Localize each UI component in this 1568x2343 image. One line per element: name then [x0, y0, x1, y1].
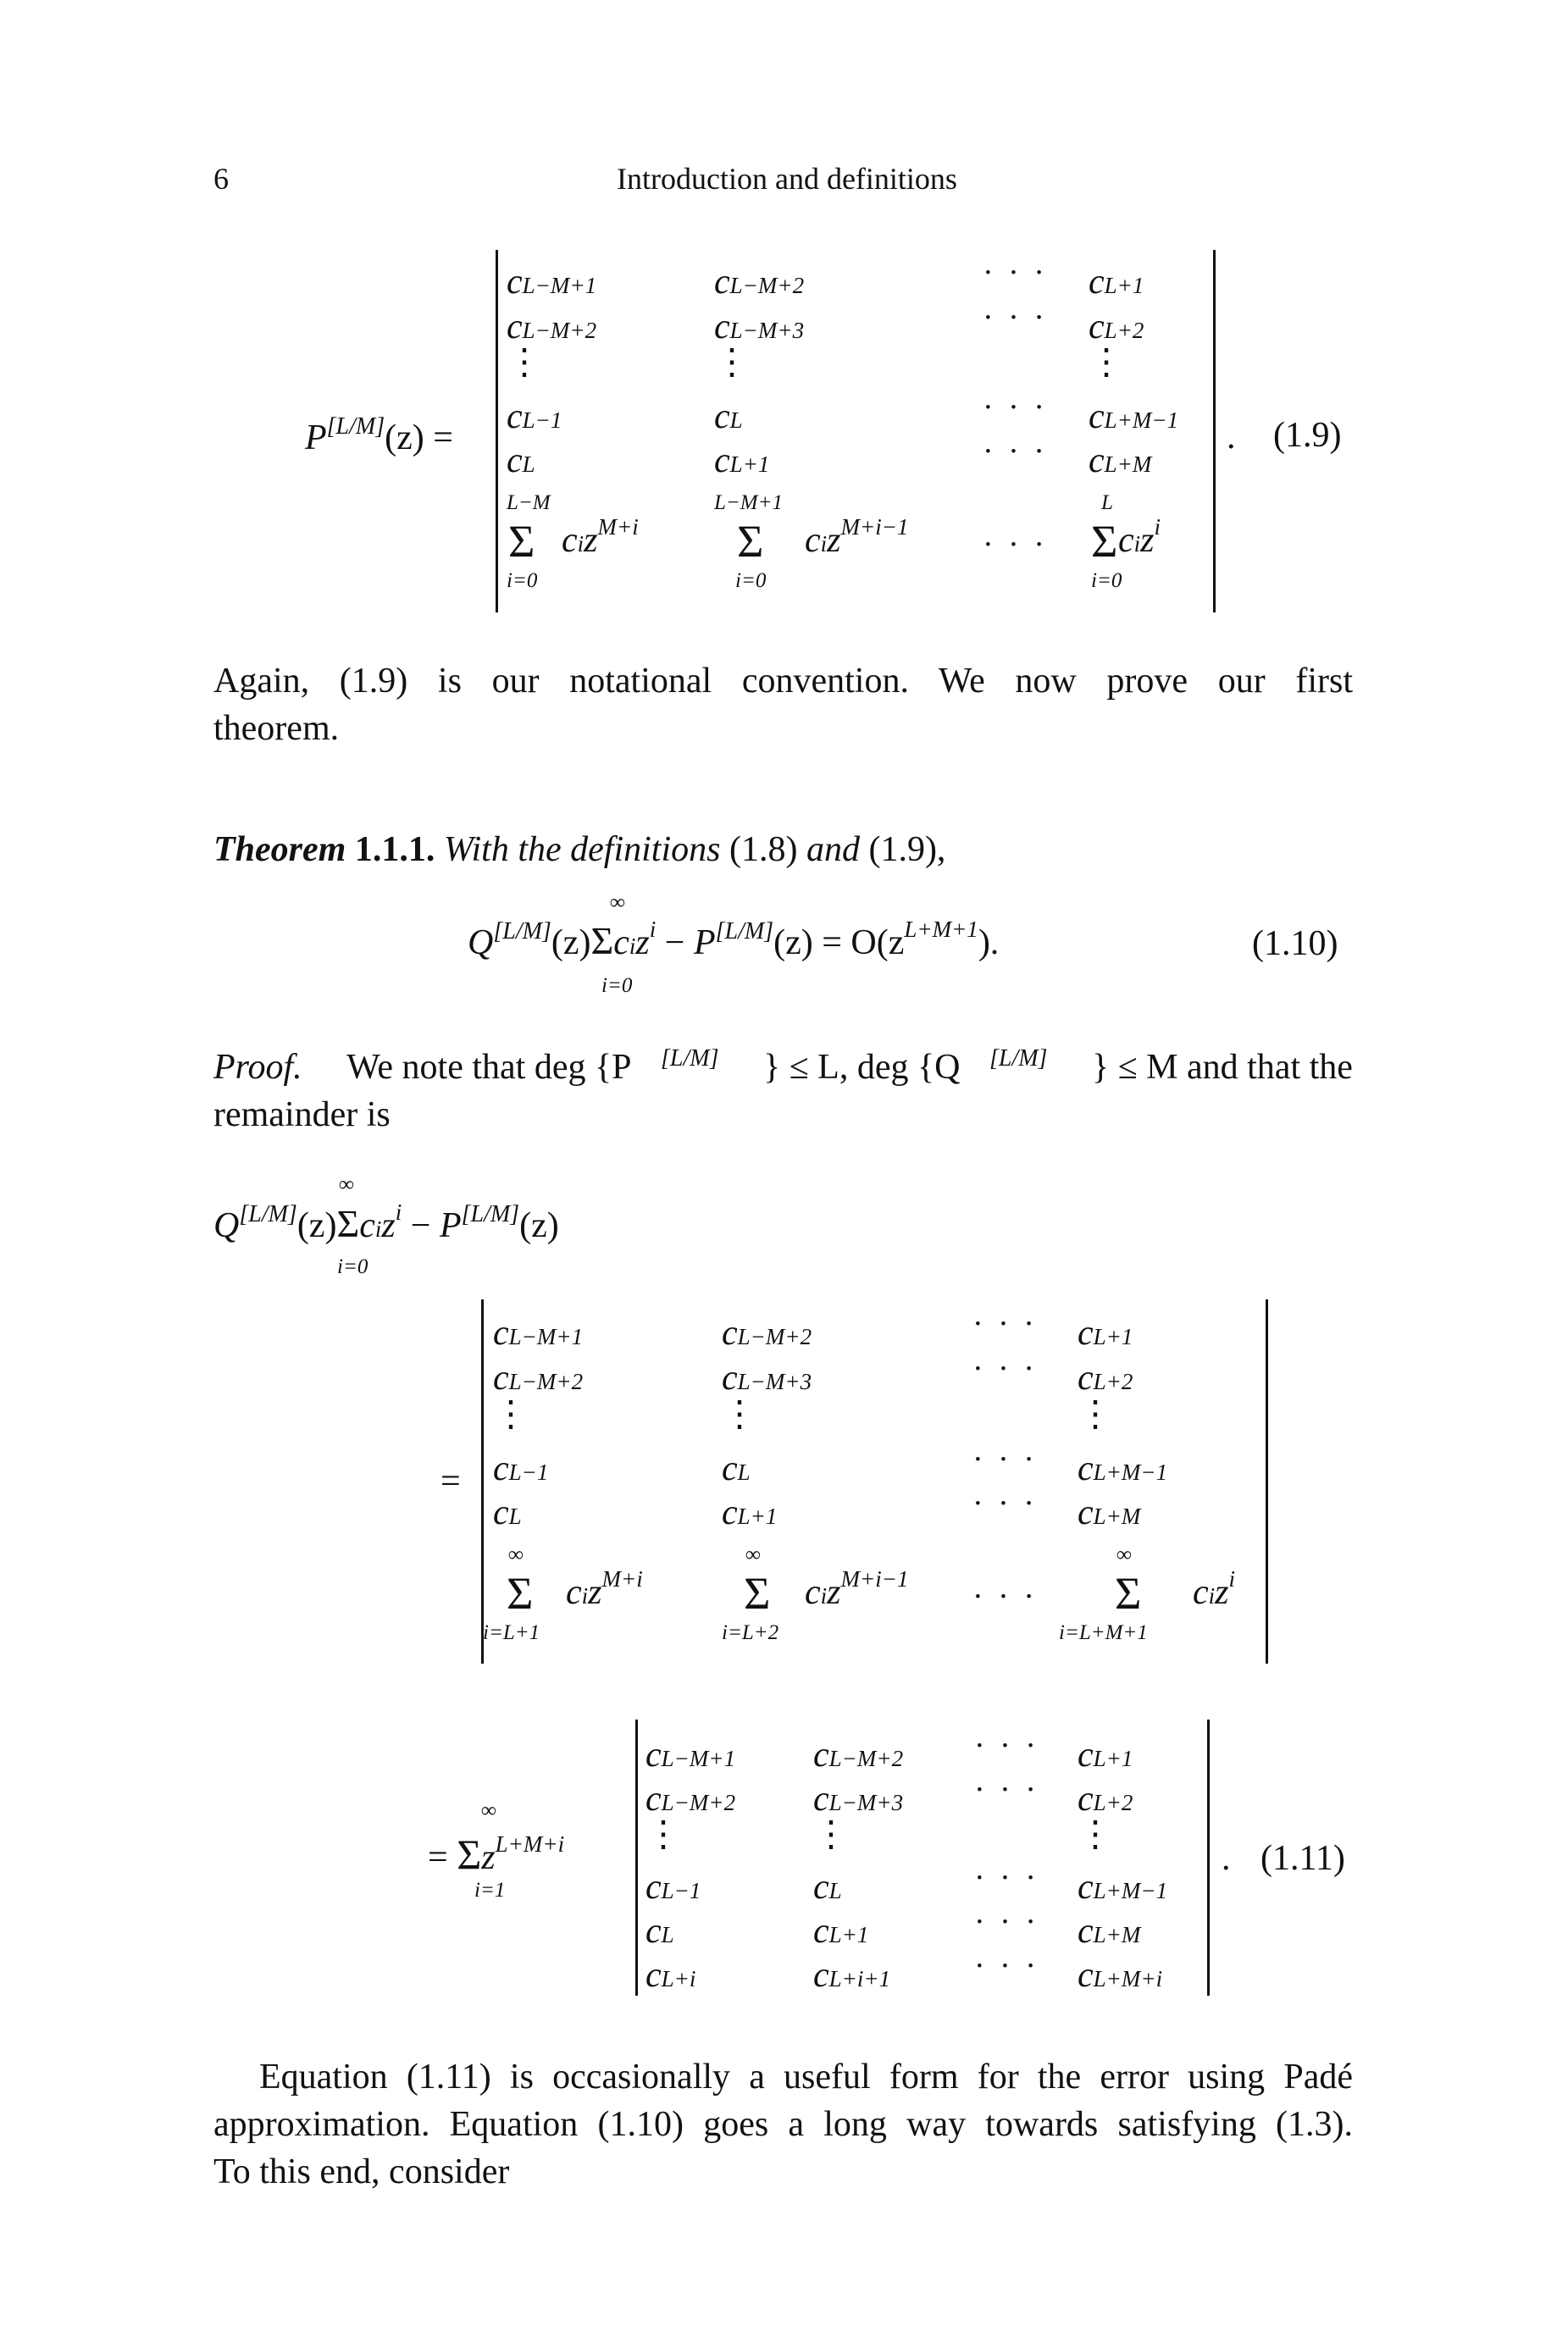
sigma: Σ — [508, 516, 535, 567]
vdots: ⋮ — [1089, 343, 1124, 382]
sum-lower-limit: i=0 — [735, 569, 767, 592]
det-right-bar — [1207, 1720, 1210, 1996]
matrix-entry: cL+1 — [813, 1912, 869, 1951]
sum-term: ciz$^{M+i-1}$ — [805, 1566, 909, 1612]
matrix-entry: cL+M — [1089, 441, 1152, 480]
matrix-entry: cL−M+2 — [714, 263, 805, 302]
sum-lower-limit: i=L+1 — [483, 1621, 540, 1644]
eq111-period: . — [1222, 1839, 1231, 1878]
matrix-entry: cL+M−1 — [1078, 1449, 1168, 1488]
hdots: · · · — [974, 1728, 1039, 1764]
paragraph-line: To this end, consider — [213, 2152, 510, 2191]
hdots: · · · — [983, 434, 1048, 469]
equation-number: (1.11) — [1260, 1839, 1345, 1878]
sum-lower-limit: i=0 — [1091, 569, 1122, 592]
matrix-entry: cL−M+2 — [645, 1780, 736, 1819]
sum-upper-limit: L — [1101, 491, 1113, 514]
matrix-entry: cL+2 — [1078, 1780, 1133, 1819]
matrix-entry: cL — [714, 397, 743, 436]
matrix-entry: cL−M+1 — [493, 1314, 584, 1353]
theorem-statement: Theorem 1.1.1. With the definitions (1.8) and (1.9), — [213, 830, 946, 869]
matrix-entry: cL−M+1 — [645, 1736, 736, 1775]
matrix-entry: cL+2 — [1089, 307, 1144, 346]
det-left-bar — [635, 1720, 638, 1996]
sum-upper-limit: L−M+1 — [714, 491, 783, 514]
matrix-entry: cL−1 — [493, 1449, 549, 1488]
sum-upper-limit: ∞ — [508, 1543, 524, 1566]
hdots: · · · — [974, 1860, 1039, 1896]
vdots: ⋮ — [1078, 1815, 1113, 1854]
matrix-entry: cL — [722, 1449, 751, 1488]
hdots: · · · — [974, 1772, 1039, 1808]
equation-number: (1.10) — [1252, 924, 1338, 963]
hdots: · · · — [983, 527, 1048, 562]
eq110-expression: $Q[L/M](z)\Sigma ciz^i - P[L/M](z) = O(z^{L+M+1})$. — [468, 917, 1000, 962]
matrix-entry: cL+i+1 — [813, 1956, 891, 1995]
sum-upper-limit: ∞ — [481, 1799, 496, 1822]
paragraph-line: approximation. Equation (1.10) goes a long way towards satisfying (1.3). — [213, 2105, 1353, 2144]
matrix-entry: cL−M+2 — [722, 1314, 812, 1353]
matrix-entry: cL−M+3 — [813, 1780, 904, 1819]
hdots: · · · — [974, 1904, 1039, 1940]
vdots: ⋮ — [722, 1395, 757, 1434]
sigma: Σ — [1115, 1568, 1142, 1619]
hdots: · · · — [972, 1306, 1038, 1342]
matrix-entry: cL−1 — [645, 1868, 701, 1907]
det-right-bar — [1213, 250, 1216, 612]
hdots: · · · — [974, 1948, 1039, 1984]
sum-term: ciz$^{M+i}$ — [562, 514, 639, 560]
sum-upper-limit: ∞ — [339, 1173, 354, 1196]
sum-upper-limit: L−M — [507, 491, 551, 514]
matrix-entry: cL+i — [645, 1956, 696, 1995]
sum-lower-limit: i=L+M+1 — [1059, 1621, 1148, 1644]
sigma: Σ — [1091, 516, 1118, 567]
eq19-lhs: P[L/M](z) = — [305, 413, 453, 457]
sum-lower-limit: i=1 — [474, 1879, 506, 1902]
vdots: ⋮ — [507, 343, 542, 382]
sum-lower-limit: i=0 — [507, 569, 538, 592]
sum-lower-limit: i=0 — [601, 974, 633, 997]
matrix-entry: cL — [645, 1912, 674, 1951]
sum-term: ciz$^i$ — [1193, 1566, 1236, 1612]
matrix-entry: cL+1 — [1078, 1314, 1133, 1353]
matrix-entry: cL−M+1 — [507, 263, 597, 302]
matrix-entry: cL+1 — [1089, 263, 1144, 302]
eq19-period: . — [1227, 418, 1236, 457]
matrix-entry: cL−1 — [507, 397, 562, 436]
matrix-entry: cL+1 — [1078, 1736, 1133, 1775]
sum-upper-limit: ∞ — [745, 1543, 761, 1566]
matrix-entry: cL+M — [1078, 1493, 1141, 1532]
proof-line-1: Proof. We note that deg {P [L/M] } ≤ L, deg {Q [L/M] } ≤ M and that the — [213, 1045, 1353, 1087]
det-right-bar — [1266, 1299, 1268, 1664]
sum-term: ciz$^i$ — [1118, 514, 1161, 560]
vdots: ⋮ — [493, 1395, 529, 1434]
sum-lower-limit: i=L+2 — [722, 1621, 779, 1644]
hdots: · · · — [983, 300, 1048, 335]
matrix-entry: cL — [493, 1493, 522, 1532]
matrix-entry: cL — [813, 1868, 842, 1907]
hdots: · · · — [983, 255, 1048, 291]
paragraph-line: Again, (1.9) is our notational convention. We now prove our first — [213, 662, 1353, 701]
hdots: · · · — [972, 1351, 1038, 1387]
matrix-entry: cL−M+2 — [813, 1736, 904, 1775]
paragraph-line: remainder is — [213, 1095, 391, 1134]
matrix-entry: cL−M+3 — [722, 1359, 812, 1398]
sum-lower-limit: i=0 — [337, 1255, 368, 1278]
vdots: ⋮ — [1078, 1395, 1113, 1434]
sum-upper-limit: ∞ — [610, 891, 625, 914]
sigma: Σ — [744, 1568, 771, 1619]
det-left-bar — [481, 1299, 484, 1664]
running-title: Introduction and definitions — [617, 162, 957, 196]
matrix-entry: cL+M−1 — [1078, 1868, 1168, 1907]
sum-upper-limit: ∞ — [1116, 1543, 1132, 1566]
sum-term: ciz$^{M+i-1}$ — [805, 514, 909, 560]
matrix-entry: cL+M — [1078, 1912, 1141, 1951]
matrix-entry: cL−M+2 — [493, 1359, 584, 1398]
hdots: · · · — [972, 1486, 1038, 1521]
equation-number: (1.9) — [1273, 416, 1342, 455]
matrix-entry: cL−M+2 — [507, 307, 597, 346]
matrix-entry: cL+M+i — [1078, 1956, 1163, 1995]
matrix-entry: cL — [507, 441, 535, 480]
matrix-entry: cL−M+3 — [714, 307, 805, 346]
hdots: · · · — [972, 1442, 1038, 1477]
matrix-entry: cL+2 — [1078, 1359, 1133, 1398]
eq111-lhs: = $\Sigma z^{L+M+i}$ — [428, 1831, 565, 1878]
page-number: 6 — [213, 162, 229, 196]
equals-sign: = — [440, 1462, 461, 1501]
vdots: ⋮ — [813, 1815, 849, 1854]
sigma: Σ — [507, 1568, 534, 1619]
paragraph-line: theorem. — [213, 709, 340, 748]
matrix-entry: cL+1 — [714, 441, 770, 480]
remainder-lhs: Q[L/M](z)Σciz$^i$ − P[L/M](z) — [213, 1199, 559, 1245]
hdots: · · · — [972, 1579, 1038, 1615]
det-left-bar — [496, 250, 498, 612]
sigma: Σ — [737, 516, 764, 567]
matrix-entry: cL+1 — [722, 1493, 778, 1532]
vdots: ⋮ — [645, 1815, 681, 1854]
hdots: · · · — [983, 390, 1048, 425]
sum-term: ciz$^{M+i}$ — [566, 1566, 643, 1612]
paragraph-line: Equation (1.11) is occasionally a useful form for the error using Padé — [259, 2058, 1353, 2097]
matrix-entry: cL+M−1 — [1089, 397, 1179, 436]
vdots: ⋮ — [714, 343, 750, 382]
